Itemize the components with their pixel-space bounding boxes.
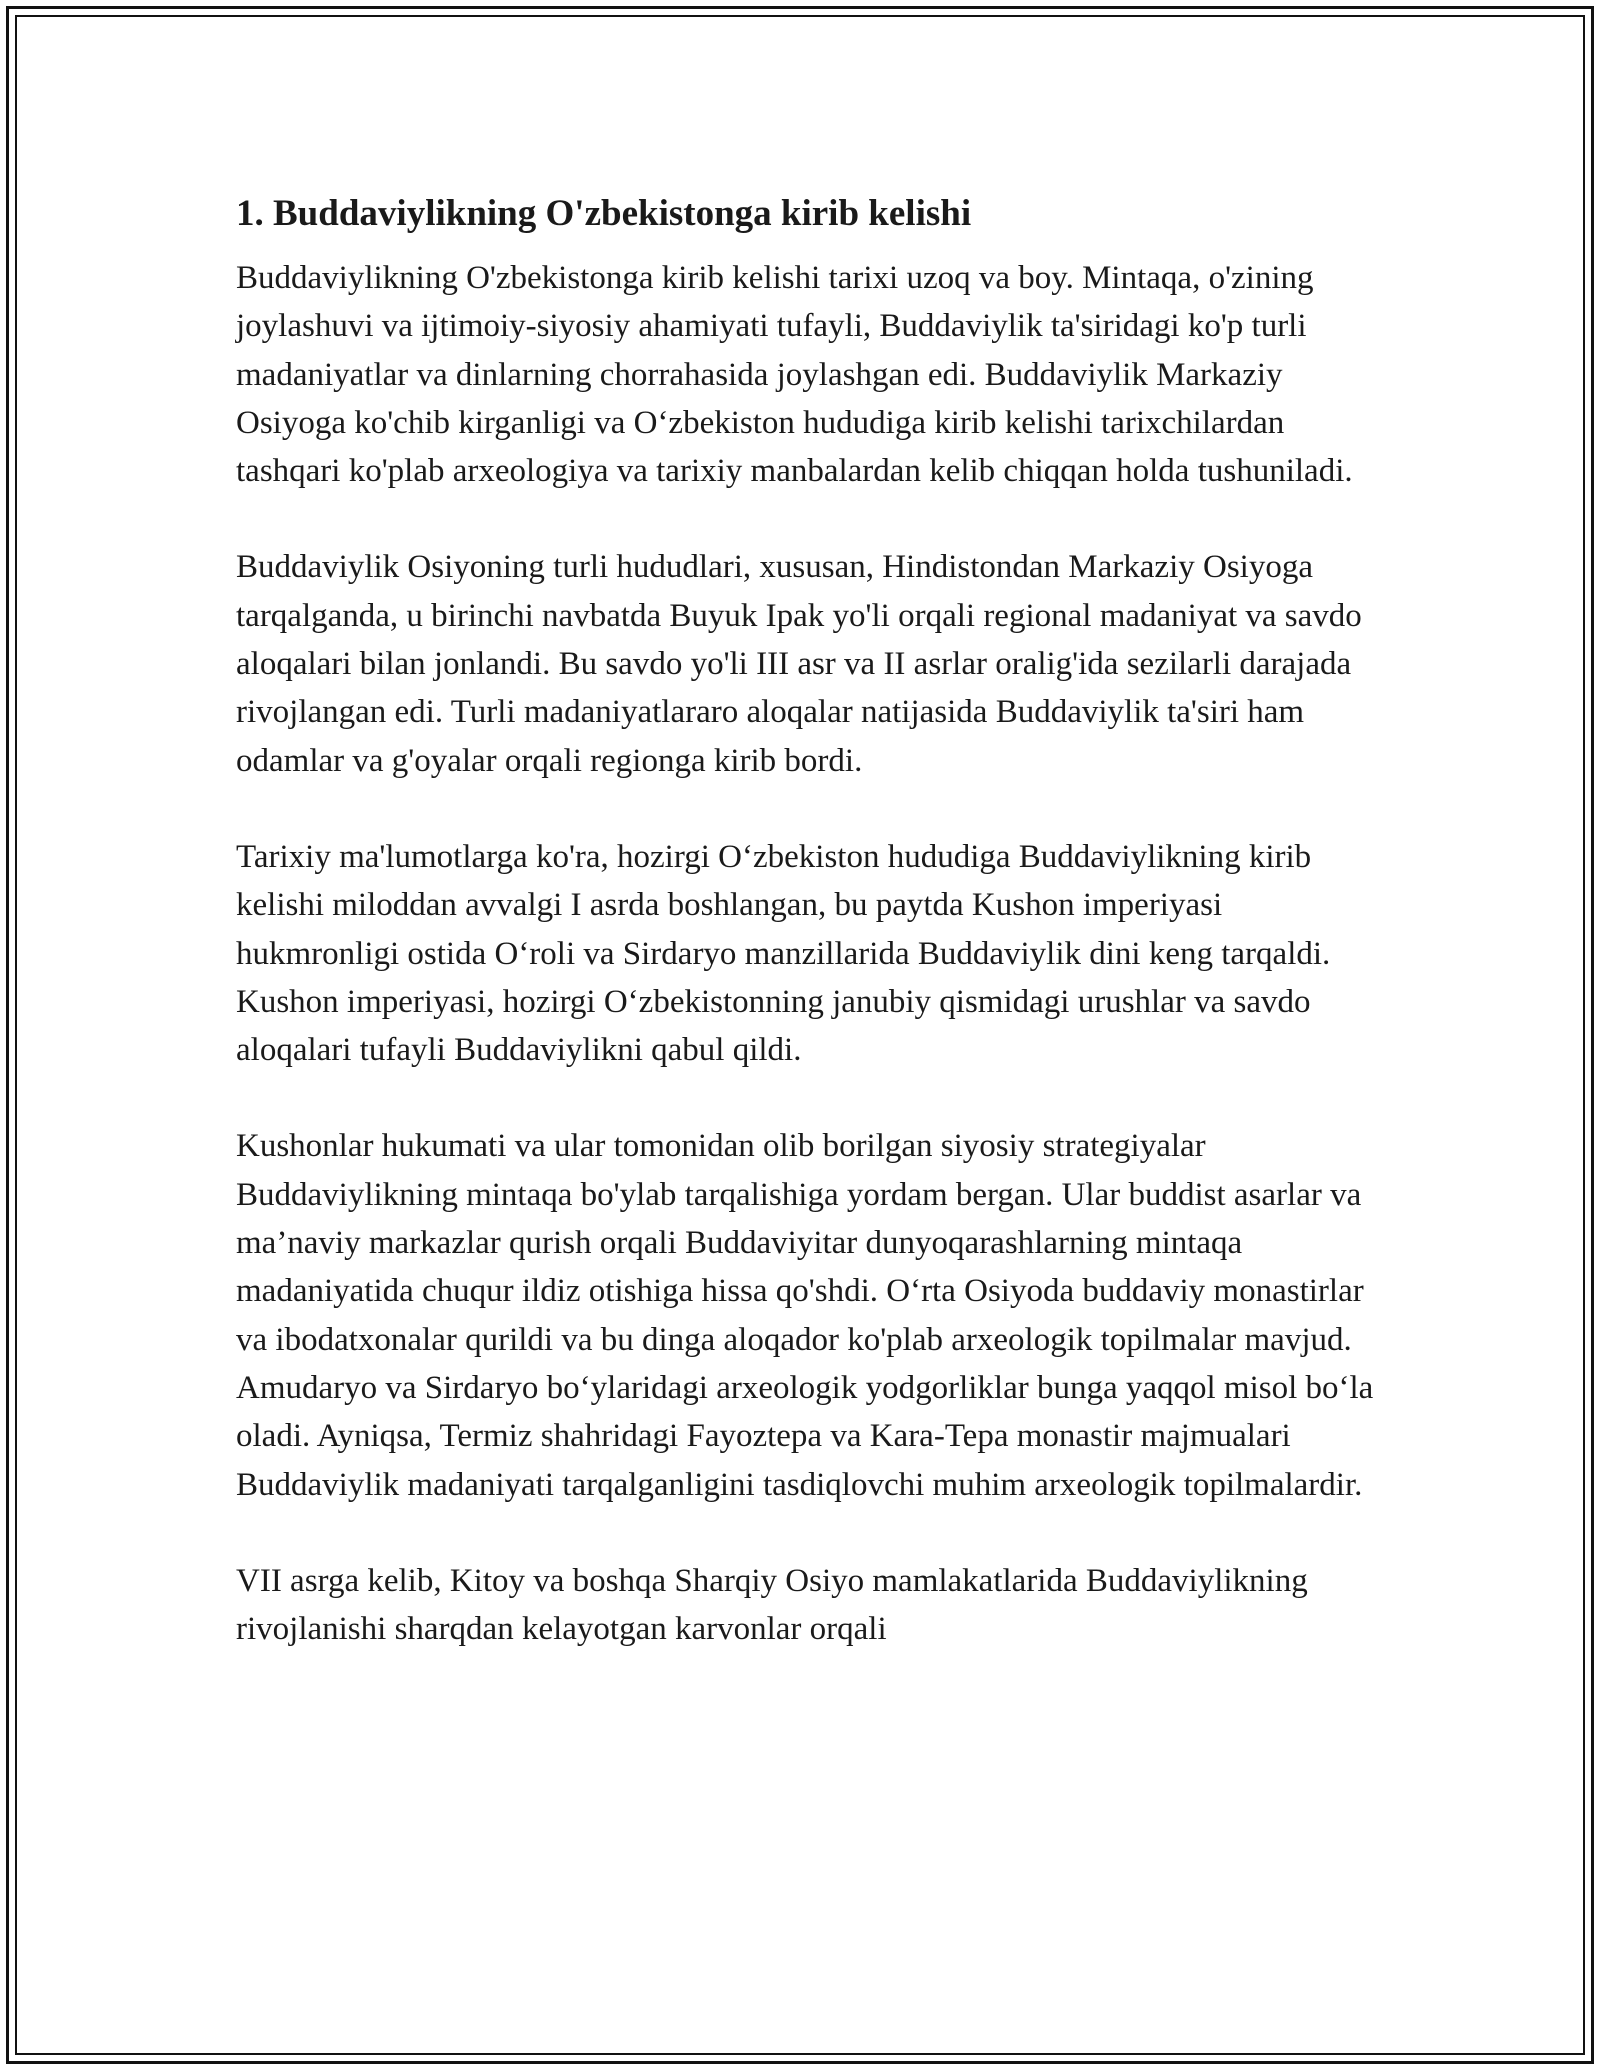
section-heading: 1. Buddaviylikning O'zbekistonga kirib kelishi xyxy=(236,193,972,234)
paragraph-4: Kushonlar hukumati va ular tomonidan olib borilgan siyosiy strategiyalar Buddaviylikning mintaqa bo'ylab tarqalishiga yordam bergan. Ular buddist asarlar va ma’naviy markazlar qurish orqali Buddaviyitar dunyoqarashlarning mintaqa madaniyatida chuqur ildiz otishiga hissa qo'shdi. O‘rta Osiyoda buddaviy monastirlar va ibodatxonalar qurildi va bu dinga aloqador ko'plab arxeologik topilmalar mavjud. Amudaryo va Sirdaryo bo‘ylaridagi arxeologik yodgorliklar bunga yaqqol misol bo‘la oladi. Ayniqsa, Termiz shahridagi Fayoztepa va Kara-Tepa monastir majmualari Buddaviylik madaniyati tarqalganligini tasdiqlovchi muhim arxeologik topilmalardir. xyxy=(236,1128,1374,1503)
paragraph-3: Tarixiy ma'lumotlarga ko'ra, hozirgi O‘zbekiston hududiga Buddaviylikning kirib kelishi miloddan avvalgi I asrda boshlangan, bu paytda Kushon imperiyasi hukmronligi ostida O‘roli va Sirdaryo manzillarida Buddaviylik dini keng tarqaldi. Kushon imperiyasi, hozirgi O‘zbekistonning janubiy qismidagi urushlar va savdo aloqalari tufayli Buddaviylikni qabul qildi. xyxy=(236,838,1331,1069)
paragraph-5: VII asrga kelib, Kitoy va boshqa Sharqiy Osiyo mamlakatlarida Buddaviylikning rivojlanishi sharqdan kelayotgan karvonlar orqali xyxy=(236,1562,1308,1648)
document-body xyxy=(236,188,1376,1653)
paragraph-1: Buddaviylikning O'zbekistonga kirib kelishi tarixi uzoq va boy. Mintaqa, o'zining joylashuvi va ijtimoiy-siyosiy ahamiyati tufayli, Buddaviylik ta'siridagi ko'p turli madaniyatlar va dinlarning chorrahasida joylashgan edi. Buddaviylik Markaziy Osiyoga ko'chib kirganligi va O‘zbekiston hududiga kirib kelishi tarixchilardan tashqari ko'plab arxeologiya va tarixiy manbalardan kelib chiqqan holda tushuniladi. xyxy=(236,260,1353,490)
paragraph-2: Buddaviylik Osiyoning turli hududlari, xususan, Hindistondan Markaziy Osiyoga tarqalganda, u birinchi navbatda Buyuk Ipak yo'li orqali regional madaniyat va savdo aloqalari bilan jonlandi. Bu savdo yo'li III asr va II asrlar oralig'ida sezilarli darajada rivojlangan edi. Turli madaniyatlararo aloqalar natijasida Buddaviylik ta'siri ham odamlar va g'oyalar orqali regionga kirib bordi. xyxy=(236,549,1362,779)
